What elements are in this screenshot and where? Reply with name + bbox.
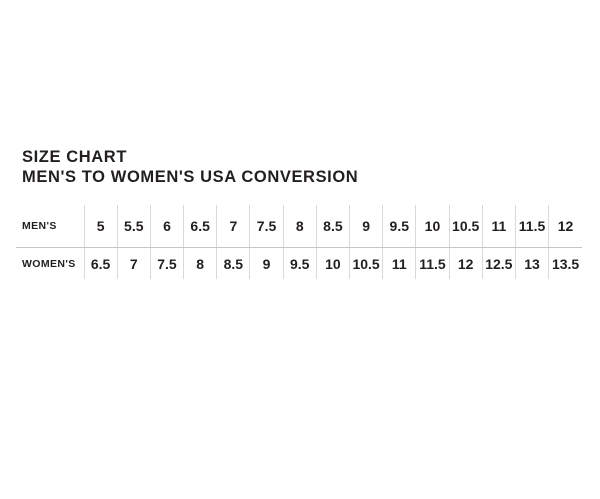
size-cell: 9.5 [283,248,316,280]
table-row [16,205,582,248]
size-cell: 5 [84,205,117,248]
page-subtitle: MEN'S TO WOMEN'S USA CONVERSION [22,168,359,186]
size-cell: 11 [482,205,515,248]
row-label-womens: WOMEN'S [22,257,76,270]
size-cell: 7.5 [150,248,183,280]
size-cell: 8.5 [217,248,250,280]
size-cell: 8 [184,248,217,280]
size-cell: 7 [117,248,150,280]
size-cell: 11.5 [416,248,449,280]
conversion-table [16,205,582,279]
size-cell: 9.5 [383,205,416,248]
size-cell: 11 [383,248,416,280]
size-cell: 12.5 [482,248,515,280]
size-cell: 10 [416,205,449,248]
conversion-table-body [16,205,582,279]
row-label-mens: MEN'S [16,205,84,248]
size-cell: 8.5 [316,205,349,248]
size-cell: 12 [449,248,482,280]
size-cell: 7.5 [250,205,283,248]
size-cell: 6.5 [184,205,217,248]
chart-header [22,147,358,187]
size-cell: 6.5 [84,248,117,280]
size-cell: 6 [150,205,183,248]
page-title: SIZE CHART [22,148,127,166]
size-cell: 11.5 [515,205,548,248]
size-cell: 9 [350,205,383,248]
size-cell: 9 [250,248,283,280]
size-cell: 10 [316,248,349,280]
table-row [16,248,582,280]
size-cell: 5.5 [117,205,150,248]
size-cell: 10.5 [350,248,383,280]
size-cell: 8 [283,205,316,248]
size-cell: 13.5 [549,248,582,280]
size-cell: 7 [217,205,250,248]
size-cell: 13 [515,248,548,280]
size-cell: 12 [549,205,582,248]
size-cell: 10.5 [449,205,482,248]
